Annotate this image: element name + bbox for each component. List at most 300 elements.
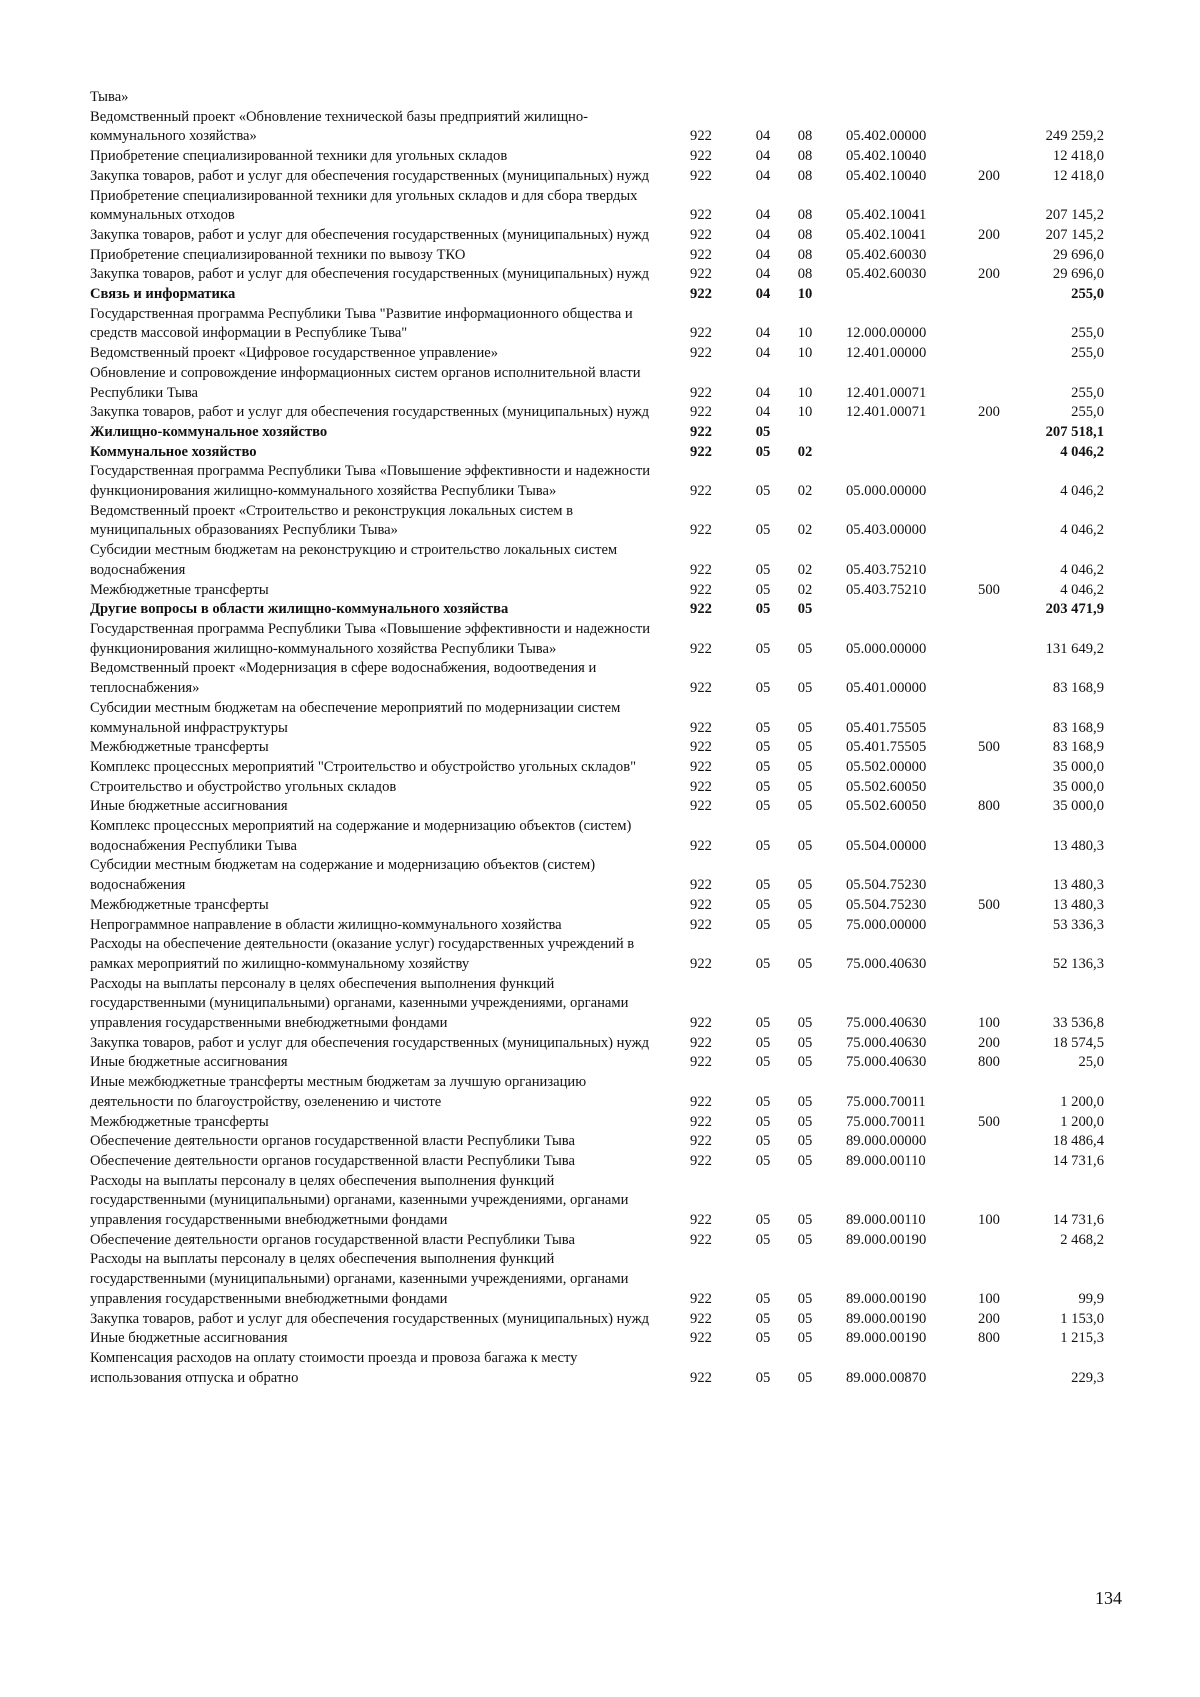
table-row <box>90 1113 1120 1133</box>
cell-pr: 02 <box>797 483 813 500</box>
row-name: Тыва» <box>90 89 129 105</box>
row-name: Обновление и сопровождение информационных систем органов исполнительной власти Республики Тыва <box>90 364 641 401</box>
table-row <box>90 1132 1120 1152</box>
cell-csr: 05.000.00000 <box>846 640 927 657</box>
table-row <box>90 1329 1120 1349</box>
cell-gr: 922 <box>690 640 712 657</box>
cell-rz: 04 <box>755 128 771 145</box>
cell-rz: 05 <box>755 739 771 756</box>
cell-csr: 05.504.00000 <box>846 837 927 854</box>
cell-pr: 05 <box>797 778 813 795</box>
cell-rz: 04 <box>755 286 771 303</box>
cell-csr: 12.401.00071 <box>846 404 927 421</box>
cell-rz: 05 <box>755 916 771 933</box>
cell-csr: 05.402.10041 <box>846 207 927 224</box>
row-name: Жилищно-коммунальное хозяйство <box>90 423 328 440</box>
cell-pr: 08 <box>797 226 813 243</box>
cell-sum: 35 000,0 <box>1052 798 1104 815</box>
cell-sum: 35 000,0 <box>1052 758 1104 775</box>
cell-vr: 200 <box>978 266 1000 283</box>
row-name: Расходы на выплаты персоналу в целях обеспечения выполнения функций государственными (муниципальными) органами, казенными учреждениями, органами управления государственными внебюджетными фондами <box>90 1172 629 1229</box>
table-row <box>90 817 1120 856</box>
cell-sum: 13 480,3 <box>1052 896 1104 913</box>
row-name: Строительство и обустройство угольных складов <box>90 778 397 795</box>
table-row <box>90 916 1120 936</box>
cell-gr: 922 <box>690 955 712 972</box>
row-name: Закупка товаров, работ и услуг для обеспечения государственных (муниципальных) нужд <box>90 167 650 184</box>
cell-vr: 100 <box>978 1212 1000 1229</box>
cell-sum: 255,0 <box>1071 404 1104 421</box>
table-row <box>90 935 1120 974</box>
table-row <box>90 1349 1120 1388</box>
cell-sum: 14 731,6 <box>1052 1212 1104 1229</box>
cell-pr: 05 <box>797 601 813 618</box>
cell-gr: 922 <box>690 325 712 342</box>
cell-sum: 12 418,0 <box>1052 167 1104 184</box>
cell-csr: 89.000.00110 <box>846 1212 926 1229</box>
table-row <box>90 246 1120 266</box>
cell-csr: 12.401.00071 <box>846 384 927 401</box>
cell-vr: 200 <box>978 167 1000 184</box>
row-name: Субсидии местным бюджетам на реконструкцию и строительство локальных систем водоснабжения <box>90 542 618 578</box>
table-row <box>90 1073 1120 1112</box>
cell-pr: 05 <box>797 1290 813 1307</box>
cell-rz: 05 <box>755 1310 771 1327</box>
cell-pr: 05 <box>797 1034 813 1051</box>
cell-sum: 203 471,9 <box>1045 601 1104 618</box>
cell-vr: 800 <box>978 1330 1000 1347</box>
cell-csr: 05.403.75210 <box>846 561 927 578</box>
cell-sum: 99,9 <box>1078 1290 1104 1307</box>
table-row <box>90 226 1120 246</box>
table-row <box>90 167 1120 187</box>
table-row <box>90 738 1120 758</box>
row-name: Ведомственный проект «Обновление технической базы предприятий жилищно-коммунального хозяйства» <box>90 108 589 145</box>
cell-rz: 05 <box>755 561 771 578</box>
cell-sum: 83 168,9 <box>1052 739 1104 756</box>
row-name: Компенсация расходов на оплату стоимости проезда и провоза багажа к месту использования отпуска и обратно <box>90 1350 578 1386</box>
cell-pr: 10 <box>797 345 813 362</box>
row-name: Ведомственный проект «Строительство и реконструкция локальных систем в муниципальных образованиях Республики Тыва» <box>90 502 574 539</box>
cell-gr: 922 <box>690 207 712 224</box>
cell-gr: 922 <box>690 128 712 145</box>
cell-rz: 05 <box>755 1133 771 1150</box>
cell-sum: 229,3 <box>1071 1369 1104 1386</box>
cell-rz: 05 <box>755 1212 771 1229</box>
row-name: Государственная программа Республики Тыва «Повышение эффективности и надежности функционирования жилищно-коммунального хозяйства Республики Тыва» <box>90 463 651 500</box>
cell-gr: 922 <box>690 148 712 165</box>
cell-vr: 200 <box>978 226 1000 243</box>
table-row <box>90 364 1120 403</box>
cell-pr: 05 <box>797 1369 813 1386</box>
cell-csr: 05.402.60030 <box>846 246 927 263</box>
cell-vr: 800 <box>978 798 1000 815</box>
cell-csr: 12.401.00000 <box>846 345 927 362</box>
cell-gr: 922 <box>690 719 712 736</box>
cell-csr: 89.000.00190 <box>846 1310 927 1327</box>
cell-gr: 922 <box>690 916 712 933</box>
cell-rz: 04 <box>755 345 771 362</box>
table-row <box>90 1310 1120 1330</box>
row-name: Государственная программа Республики Тыва «Повышение эффективности и надежности функционирования жилищно-коммунального хозяйства Республики Тыва» <box>90 620 651 657</box>
cell-sum: 18 486,4 <box>1052 1133 1104 1150</box>
row-name: Обеспечение деятельности органов государственной власти Республики Тыва <box>90 1133 575 1150</box>
cell-gr: 922 <box>690 1212 712 1229</box>
cell-gr: 922 <box>690 758 712 775</box>
cell-rz: 05 <box>755 955 771 972</box>
cell-gr: 922 <box>690 561 712 578</box>
table-row <box>90 620 1120 659</box>
cell-csr: 75.000.00000 <box>846 916 927 933</box>
cell-rz: 05 <box>755 719 771 736</box>
cell-rz: 04 <box>755 384 771 401</box>
cell-csr: 89.000.00870 <box>846 1369 927 1386</box>
cell-pr: 02 <box>797 443 813 460</box>
cell-pr: 02 <box>797 581 813 598</box>
cell-sum: 1 200,0 <box>1060 1093 1104 1110</box>
cell-gr: 922 <box>690 1369 712 1386</box>
cell-gr: 922 <box>690 226 712 243</box>
table-row <box>90 443 1120 463</box>
cell-pr: 05 <box>797 896 813 913</box>
cell-vr: 200 <box>978 404 1000 421</box>
cell-gr: 922 <box>690 1093 712 1110</box>
page-number: 134 <box>1095 1588 1122 1608</box>
cell-vr: 500 <box>978 896 1000 913</box>
cell-gr: 922 <box>690 680 712 697</box>
cell-vr: 200 <box>978 1034 1000 1051</box>
cell-sum: 53 336,3 <box>1052 916 1104 933</box>
table-row <box>90 147 1120 167</box>
cell-rz: 04 <box>755 207 771 224</box>
row-name: Ведомственный проект «Цифровое государственное управление» <box>90 345 499 362</box>
row-name: Иные бюджетные ассигнования <box>90 1330 288 1347</box>
table-row <box>90 1034 1120 1054</box>
cell-gr: 922 <box>690 1034 712 1051</box>
cell-rz: 05 <box>755 778 771 795</box>
cell-vr: 500 <box>978 581 1000 598</box>
cell-rz: 05 <box>755 1290 771 1307</box>
cell-gr: 922 <box>690 798 712 815</box>
cell-pr: 10 <box>797 404 813 421</box>
row-name: Межбюджетные трансферты <box>90 739 269 756</box>
cell-rz: 04 <box>755 246 771 263</box>
cell-rz: 04 <box>755 167 771 184</box>
table-row <box>90 403 1120 423</box>
cell-pr: 08 <box>797 167 813 184</box>
cell-pr: 05 <box>797 1133 813 1150</box>
cell-rz: 05 <box>755 1054 771 1071</box>
row-name: Коммунальное хозяйство <box>90 443 257 460</box>
table-row <box>90 187 1120 226</box>
cell-sum: 207 145,2 <box>1045 226 1104 243</box>
table-row <box>90 975 1120 1034</box>
cell-vr: 500 <box>978 1113 1000 1130</box>
table-row <box>90 108 1120 147</box>
cell-gr: 922 <box>690 601 712 618</box>
cell-pr: 05 <box>797 719 813 736</box>
cell-rz: 04 <box>755 266 771 283</box>
table-row <box>90 758 1120 778</box>
cell-pr: 02 <box>797 561 813 578</box>
cell-rz: 05 <box>755 1034 771 1051</box>
table-row <box>90 778 1120 798</box>
row-name: Закупка товаров, работ и услуг для обеспечения государственных (муниципальных) нужд <box>90 1034 650 1051</box>
cell-rz: 05 <box>755 896 771 913</box>
cell-sum: 4 046,2 <box>1060 483 1104 500</box>
cell-pr: 05 <box>797 877 813 894</box>
cell-sum: 207 145,2 <box>1045 207 1104 224</box>
cell-rz: 05 <box>755 1093 771 1110</box>
cell-gr: 922 <box>690 167 712 184</box>
cell-sum: 33 536,8 <box>1052 1015 1104 1032</box>
cell-sum: 29 696,0 <box>1052 246 1104 263</box>
cell-rz: 05 <box>755 1330 771 1347</box>
cell-pr: 05 <box>797 1093 813 1110</box>
cell-rz: 05 <box>755 680 771 697</box>
cell-gr: 922 <box>690 423 712 440</box>
row-name: Государственная программа Республики Тыва "Развитие информационного общества и средств массовой информации в Республике Тыва" <box>90 305 633 342</box>
cell-pr: 08 <box>797 246 813 263</box>
cell-sum: 1 153,0 <box>1060 1310 1104 1327</box>
cell-sum: 131 649,2 <box>1045 640 1104 657</box>
table-row <box>90 659 1120 698</box>
table-row <box>90 856 1120 895</box>
cell-csr: 05.000.00000 <box>846 483 927 500</box>
cell-pr: 10 <box>797 384 813 401</box>
cell-sum: 83 168,9 <box>1052 719 1104 736</box>
table-row <box>90 462 1120 501</box>
row-name: Непрограммное направление в области жилищно-коммунального хозяйства <box>90 916 562 933</box>
cell-vr: 100 <box>978 1015 1000 1032</box>
cell-rz: 05 <box>755 443 771 460</box>
cell-gr: 922 <box>690 837 712 854</box>
cell-sum: 255,0 <box>1071 345 1104 362</box>
cell-gr: 922 <box>690 345 712 362</box>
cell-sum: 35 000,0 <box>1052 778 1104 795</box>
cell-sum: 13 480,3 <box>1052 837 1104 854</box>
cell-rz: 05 <box>755 522 771 539</box>
cell-sum: 18 574,5 <box>1052 1034 1104 1051</box>
cell-rz: 05 <box>755 581 771 598</box>
row-name: Иные бюджетные ассигнования <box>90 798 288 815</box>
cell-pr: 08 <box>797 128 813 145</box>
cell-pr: 05 <box>797 1330 813 1347</box>
row-name: Приобретение специализированной техники для угольных складов и для сбора твердых коммунальных отходов <box>90 187 638 224</box>
cell-gr: 922 <box>690 1133 712 1150</box>
cell-pr: 05 <box>797 640 813 657</box>
cell-csr: 05.504.75230 <box>846 896 927 913</box>
cell-gr: 922 <box>690 286 712 303</box>
cell-rz: 04 <box>755 148 771 165</box>
cell-gr: 922 <box>690 1152 712 1169</box>
cell-gr: 922 <box>690 522 712 539</box>
cell-pr: 05 <box>797 798 813 815</box>
cell-sum: 14 731,6 <box>1052 1152 1104 1169</box>
cell-pr: 05 <box>797 1212 813 1229</box>
row-name: Расходы на выплаты персоналу в целях обеспечения выполнения функций государственными (муниципальными) органами, казенными учреждениями, органами управления государственными внебюджетными фондами <box>90 1251 629 1307</box>
cell-pr: 05 <box>797 1310 813 1327</box>
cell-pr: 05 <box>797 680 813 697</box>
row-name: Субсидии местным бюджетам на обеспечение мероприятий по модернизации систем коммунальной инфраструктуры <box>90 699 621 736</box>
table-row <box>90 305 1120 344</box>
cell-pr: 05 <box>797 739 813 756</box>
cell-gr: 922 <box>690 1015 712 1032</box>
cell-csr: 05.401.00000 <box>846 680 927 697</box>
cell-pr: 05 <box>797 837 813 854</box>
table-row <box>90 1250 1120 1309</box>
cell-sum: 255,0 <box>1071 384 1104 401</box>
cell-gr: 922 <box>690 778 712 795</box>
cell-csr: 05.403.75210 <box>846 581 927 598</box>
cell-rz: 05 <box>755 1015 771 1032</box>
cell-sum: 4 046,2 <box>1060 581 1104 598</box>
cell-csr: 89.000.00190 <box>846 1231 927 1248</box>
row-name: Другие вопросы в области жилищно-коммунального хозяйства <box>90 601 509 618</box>
cell-csr: 05.502.60050 <box>846 778 927 795</box>
budget-table <box>90 88 1120 1388</box>
cell-pr: 05 <box>797 758 813 775</box>
table-row <box>90 581 1120 601</box>
cell-pr: 05 <box>797 1054 813 1071</box>
cell-pr: 08 <box>797 207 813 224</box>
table-row <box>90 88 1120 108</box>
cell-gr: 922 <box>690 404 712 421</box>
cell-sum: 255,0 <box>1071 286 1104 303</box>
cell-rz: 04 <box>755 404 771 421</box>
row-name: Иные бюджетные ассигнования <box>90 1054 288 1071</box>
cell-rz: 05 <box>755 1369 771 1386</box>
cell-sum: 1 215,3 <box>1060 1330 1104 1347</box>
cell-rz: 05 <box>755 1152 771 1169</box>
cell-csr: 05.402.60030 <box>846 266 927 283</box>
table-row <box>90 797 1120 817</box>
cell-csr: 05.402.10041 <box>846 226 927 243</box>
cell-gr: 922 <box>690 1310 712 1327</box>
cell-rz: 05 <box>755 1231 771 1248</box>
cell-pr: 05 <box>797 1231 813 1248</box>
cell-sum: 4 046,2 <box>1060 522 1104 539</box>
cell-sum: 29 696,0 <box>1052 266 1104 283</box>
cell-csr: 75.000.40630 <box>846 955 927 972</box>
cell-rz: 05 <box>755 798 771 815</box>
cell-pr: 10 <box>797 325 813 342</box>
table-row <box>90 265 1120 285</box>
row-name: Обеспечение деятельности органов государственной власти Республики Тыва <box>90 1152 575 1169</box>
cell-rz: 05 <box>755 423 771 440</box>
cell-csr: 75.000.40630 <box>846 1015 927 1032</box>
cell-csr: 05.504.75230 <box>846 877 927 894</box>
cell-pr: 05 <box>797 1113 813 1130</box>
cell-csr: 05.502.60050 <box>846 798 927 815</box>
row-name: Обеспечение деятельности органов государственной власти Республики Тыва <box>90 1231 575 1248</box>
cell-pr: 05 <box>797 955 813 972</box>
cell-csr: 05.401.75505 <box>846 719 927 736</box>
table-row <box>90 285 1120 305</box>
cell-gr: 922 <box>690 266 712 283</box>
cell-csr: 75.000.70011 <box>846 1113 926 1130</box>
row-name: Межбюджетные трансферты <box>90 581 269 598</box>
table-row <box>90 896 1120 916</box>
cell-pr: 05 <box>797 1152 813 1169</box>
cell-csr: 89.000.00190 <box>846 1330 927 1347</box>
cell-rz: 04 <box>755 325 771 342</box>
cell-csr: 12.000.00000 <box>846 325 927 342</box>
table-row <box>90 1152 1120 1172</box>
cell-pr: 05 <box>797 1015 813 1032</box>
cell-rz: 05 <box>755 640 771 657</box>
row-name: Ведомственный проект «Модернизация в сфере водоснабжения, водоотведения и теплоснабжения» <box>90 660 597 697</box>
cell-gr: 922 <box>690 896 712 913</box>
row-name: Связь и информатика <box>90 286 236 303</box>
cell-gr: 922 <box>690 384 712 401</box>
cell-sum: 4 046,2 <box>1060 443 1104 460</box>
table-row <box>90 541 1120 580</box>
table-row <box>90 1231 1120 1251</box>
row-name: Закупка товаров, работ и услуг для обеспечения государственных (муниципальных) нужд <box>90 226 650 243</box>
cell-pr: 08 <box>797 266 813 283</box>
cell-sum: 255,0 <box>1071 325 1104 342</box>
table-row <box>90 1172 1120 1231</box>
cell-vr: 500 <box>978 739 1000 756</box>
cell-pr: 02 <box>797 522 813 539</box>
cell-csr: 89.000.00000 <box>846 1133 927 1150</box>
cell-sum: 1 200,0 <box>1060 1113 1104 1130</box>
row-name: Комплекс процессных мероприятий "Строительство и обустройство угольных складов" <box>90 758 637 775</box>
cell-pr: 08 <box>797 148 813 165</box>
table-row <box>90 1053 1120 1073</box>
row-name: Межбюджетные трансферты <box>90 1113 269 1130</box>
cell-sum: 83 168,9 <box>1052 680 1104 697</box>
cell-sum: 2 468,2 <box>1060 1231 1104 1248</box>
cell-gr: 922 <box>690 1330 712 1347</box>
cell-gr: 922 <box>690 877 712 894</box>
cell-gr: 922 <box>690 1113 712 1130</box>
cell-sum: 12 418,0 <box>1052 148 1104 165</box>
row-name: Приобретение специализированной техники для угольных складов <box>90 148 508 165</box>
cell-csr: 75.000.70011 <box>846 1093 926 1110</box>
row-name: Субсидии местным бюджетам на содержание и модернизацию объектов (систем) водоснабжения <box>90 857 596 894</box>
cell-rz: 05 <box>755 877 771 894</box>
row-name: Межбюджетные трансферты <box>90 896 269 913</box>
cell-vr: 800 <box>978 1054 1000 1071</box>
table-row <box>90 502 1120 541</box>
table-row <box>90 600 1120 620</box>
cell-sum: 25,0 <box>1078 1054 1104 1071</box>
cell-csr: 05.502.00000 <box>846 758 927 775</box>
row-name: Закупка товаров, работ и услуг для обеспечения государственных (муниципальных) нужд <box>90 1310 650 1327</box>
cell-rz: 05 <box>755 1113 771 1130</box>
cell-csr: 05.402.00000 <box>846 128 927 145</box>
cell-gr: 922 <box>690 246 712 263</box>
table-row <box>90 344 1120 364</box>
cell-csr: 89.000.00190 <box>846 1290 927 1307</box>
cell-rz: 04 <box>755 226 771 243</box>
row-name: Закупка товаров, работ и услуг для обеспечения государственных (муниципальных) нужд <box>90 404 650 421</box>
cell-csr: 05.402.10040 <box>846 148 927 165</box>
cell-sum: 4 046,2 <box>1060 561 1104 578</box>
table-row <box>90 423 1120 443</box>
cell-csr: 05.403.00000 <box>846 522 927 539</box>
cell-gr: 922 <box>690 1290 712 1307</box>
cell-pr: 10 <box>797 286 813 303</box>
cell-sum: 249 259,2 <box>1045 128 1104 145</box>
cell-rz: 05 <box>755 483 771 500</box>
cell-gr: 922 <box>690 443 712 460</box>
row-name: Иные межбюджетные трансферты местным бюджетам за лучшую организацию деятельности по благоустройству, озеленению и чистоте <box>90 1074 587 1110</box>
cell-gr: 922 <box>690 1231 712 1248</box>
cell-rz: 05 <box>755 758 771 775</box>
